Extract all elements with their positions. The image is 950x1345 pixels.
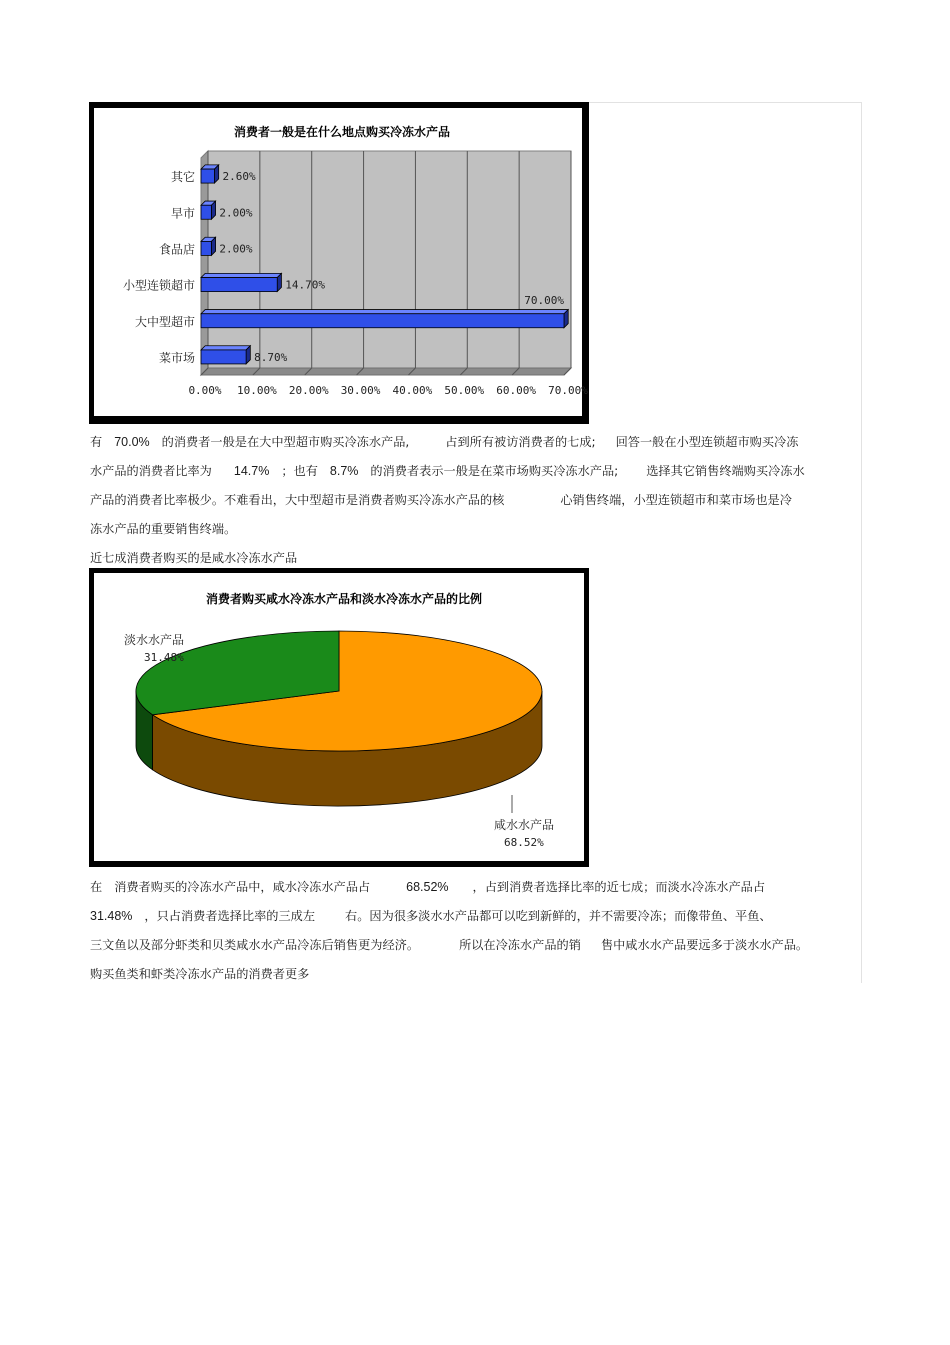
paragraph-location-analysis bbox=[90, 428, 850, 544]
text-line bbox=[90, 486, 850, 515]
x-tick-label: 70.00% bbox=[548, 384, 588, 397]
bar-face bbox=[201, 205, 211, 219]
data-label: 2.00% bbox=[219, 242, 253, 256]
category-label: 小型连锁超市 bbox=[122, 278, 195, 293]
pie-chart bbox=[94, 573, 584, 861]
chart-title: 消费者购买咸水冷冻水产品和淡水冷冻水产品的比例 bbox=[205, 592, 483, 606]
slice-label: 咸水水产品 bbox=[494, 818, 555, 832]
bar-face bbox=[201, 350, 246, 364]
text-span: 有 bbox=[90, 435, 103, 449]
bar-face bbox=[201, 241, 211, 255]
text-span: 产品的消费者比率极少。不难看出，大中型超市是消费者购买冷冻水产品的核 bbox=[90, 493, 505, 507]
text-line bbox=[90, 873, 850, 902]
text-span: 的消费者一般是在大中型超市购买冷冻水产品, bbox=[161, 435, 410, 449]
category-label: 菜市场 bbox=[158, 350, 195, 365]
text-span: ，只占消费者选择比率的三成左 bbox=[144, 909, 316, 923]
text-line bbox=[90, 457, 850, 486]
bar-top bbox=[201, 273, 281, 277]
text-span: 冻水产品的重要销售终端。 bbox=[90, 522, 237, 536]
bar-top bbox=[201, 346, 250, 350]
heading-text: 近七成消费者购买的是咸水冷冻水产品 bbox=[90, 551, 298, 565]
text-span: 所以在冷冻水产品的销 bbox=[459, 938, 581, 952]
bar bbox=[201, 346, 250, 364]
slice-value-label: 68.52% bbox=[504, 836, 544, 849]
text-span: 在 bbox=[90, 880, 103, 894]
data-label: 70.00% bbox=[524, 293, 564, 307]
x-tick-label: 30.00% bbox=[340, 384, 381, 397]
text-span: 心销售终端，小型连锁超市和菜市场也是冷 bbox=[560, 493, 792, 507]
bar bbox=[201, 237, 216, 255]
text-span: ；也有 bbox=[281, 464, 318, 478]
category-label: 早市 bbox=[170, 206, 195, 221]
paragraph-saltwater-analysis bbox=[90, 873, 850, 989]
data-label: 8.70% bbox=[254, 350, 288, 364]
percent-value: 14.7% bbox=[233, 464, 270, 478]
percent-value: 8.7% bbox=[329, 464, 359, 478]
text-span: 售中咸水水产品要远多于淡水水产品。 bbox=[600, 938, 809, 952]
bar bbox=[201, 165, 219, 183]
x-tick-label: 0.00% bbox=[188, 384, 222, 397]
category-label: 其它 bbox=[170, 170, 195, 185]
x-tick-label: 40.00% bbox=[392, 384, 433, 397]
x-tick-label: 20.00% bbox=[288, 384, 329, 397]
x-tick-label: 10.00% bbox=[236, 384, 277, 397]
bar-face bbox=[201, 278, 277, 292]
text-span: 消费者购买的冷冻水产品中，咸水冷冻水产品占 bbox=[114, 880, 371, 894]
slice-label: 淡水水产品 bbox=[124, 633, 185, 647]
category-label: 大中型超市 bbox=[134, 314, 195, 329]
category-label: 食品店 bbox=[158, 242, 195, 257]
bar-face bbox=[201, 314, 564, 328]
x-tick-label: 60.00% bbox=[496, 384, 537, 397]
bar-top bbox=[201, 310, 568, 314]
text-line bbox=[90, 902, 850, 931]
text-span: 购买鱼类和虾类冷冻水产品的消费者更多 bbox=[90, 967, 310, 981]
data-label: 14.70% bbox=[285, 278, 325, 292]
bar bbox=[201, 273, 281, 291]
bar bbox=[201, 201, 216, 219]
text-span: 水产品的消费者比率为 bbox=[90, 464, 212, 478]
text-line bbox=[90, 515, 850, 544]
slice-value-label: 31.48% bbox=[144, 651, 184, 664]
text-line bbox=[90, 428, 850, 457]
text-span: 右。因为很多淡水水产品都可以吃到新鲜的，并不需要冷冻；而像带鱼、平鱼、 bbox=[345, 909, 772, 923]
text-span: 回答一般在小型连锁超市购买冷冻 bbox=[615, 435, 799, 449]
data-label: 2.00% bbox=[219, 206, 253, 220]
text-line bbox=[90, 931, 850, 960]
percent-value: 31.48% bbox=[90, 909, 133, 923]
bar bbox=[201, 310, 568, 328]
pie-chart-frame bbox=[89, 568, 589, 867]
text-line bbox=[90, 960, 850, 989]
x-tick-label: 50.00% bbox=[444, 384, 485, 397]
text-span: 选择其它销售终端购买冷冻水 bbox=[646, 464, 805, 478]
bar-chart-frame bbox=[89, 102, 589, 424]
chart-title: 消费者一般是在什么地点购买冷冻水产品 bbox=[233, 125, 451, 139]
data-label: 2.60% bbox=[222, 170, 256, 184]
text-span: 三文鱼以及部分虾类和贝类咸水水产品冷冻后销售更为经济。 bbox=[90, 938, 420, 952]
plot-side-wall bbox=[201, 151, 208, 375]
percent-value: 70.0% bbox=[114, 435, 150, 449]
bar-chart bbox=[94, 108, 588, 416]
plot-wall bbox=[201, 151, 571, 375]
text-span: 占到所有被访消费者的七成; bbox=[445, 435, 596, 449]
bar-face bbox=[201, 169, 214, 183]
text-span: ，占到消费者选择比率的近七成；而淡水冷冻水产品占 bbox=[472, 880, 766, 894]
percent-value: 68.52% bbox=[406, 880, 449, 894]
text-span: 的消费者表示一般是在菜市场购买冷冻水产品; bbox=[370, 464, 619, 478]
